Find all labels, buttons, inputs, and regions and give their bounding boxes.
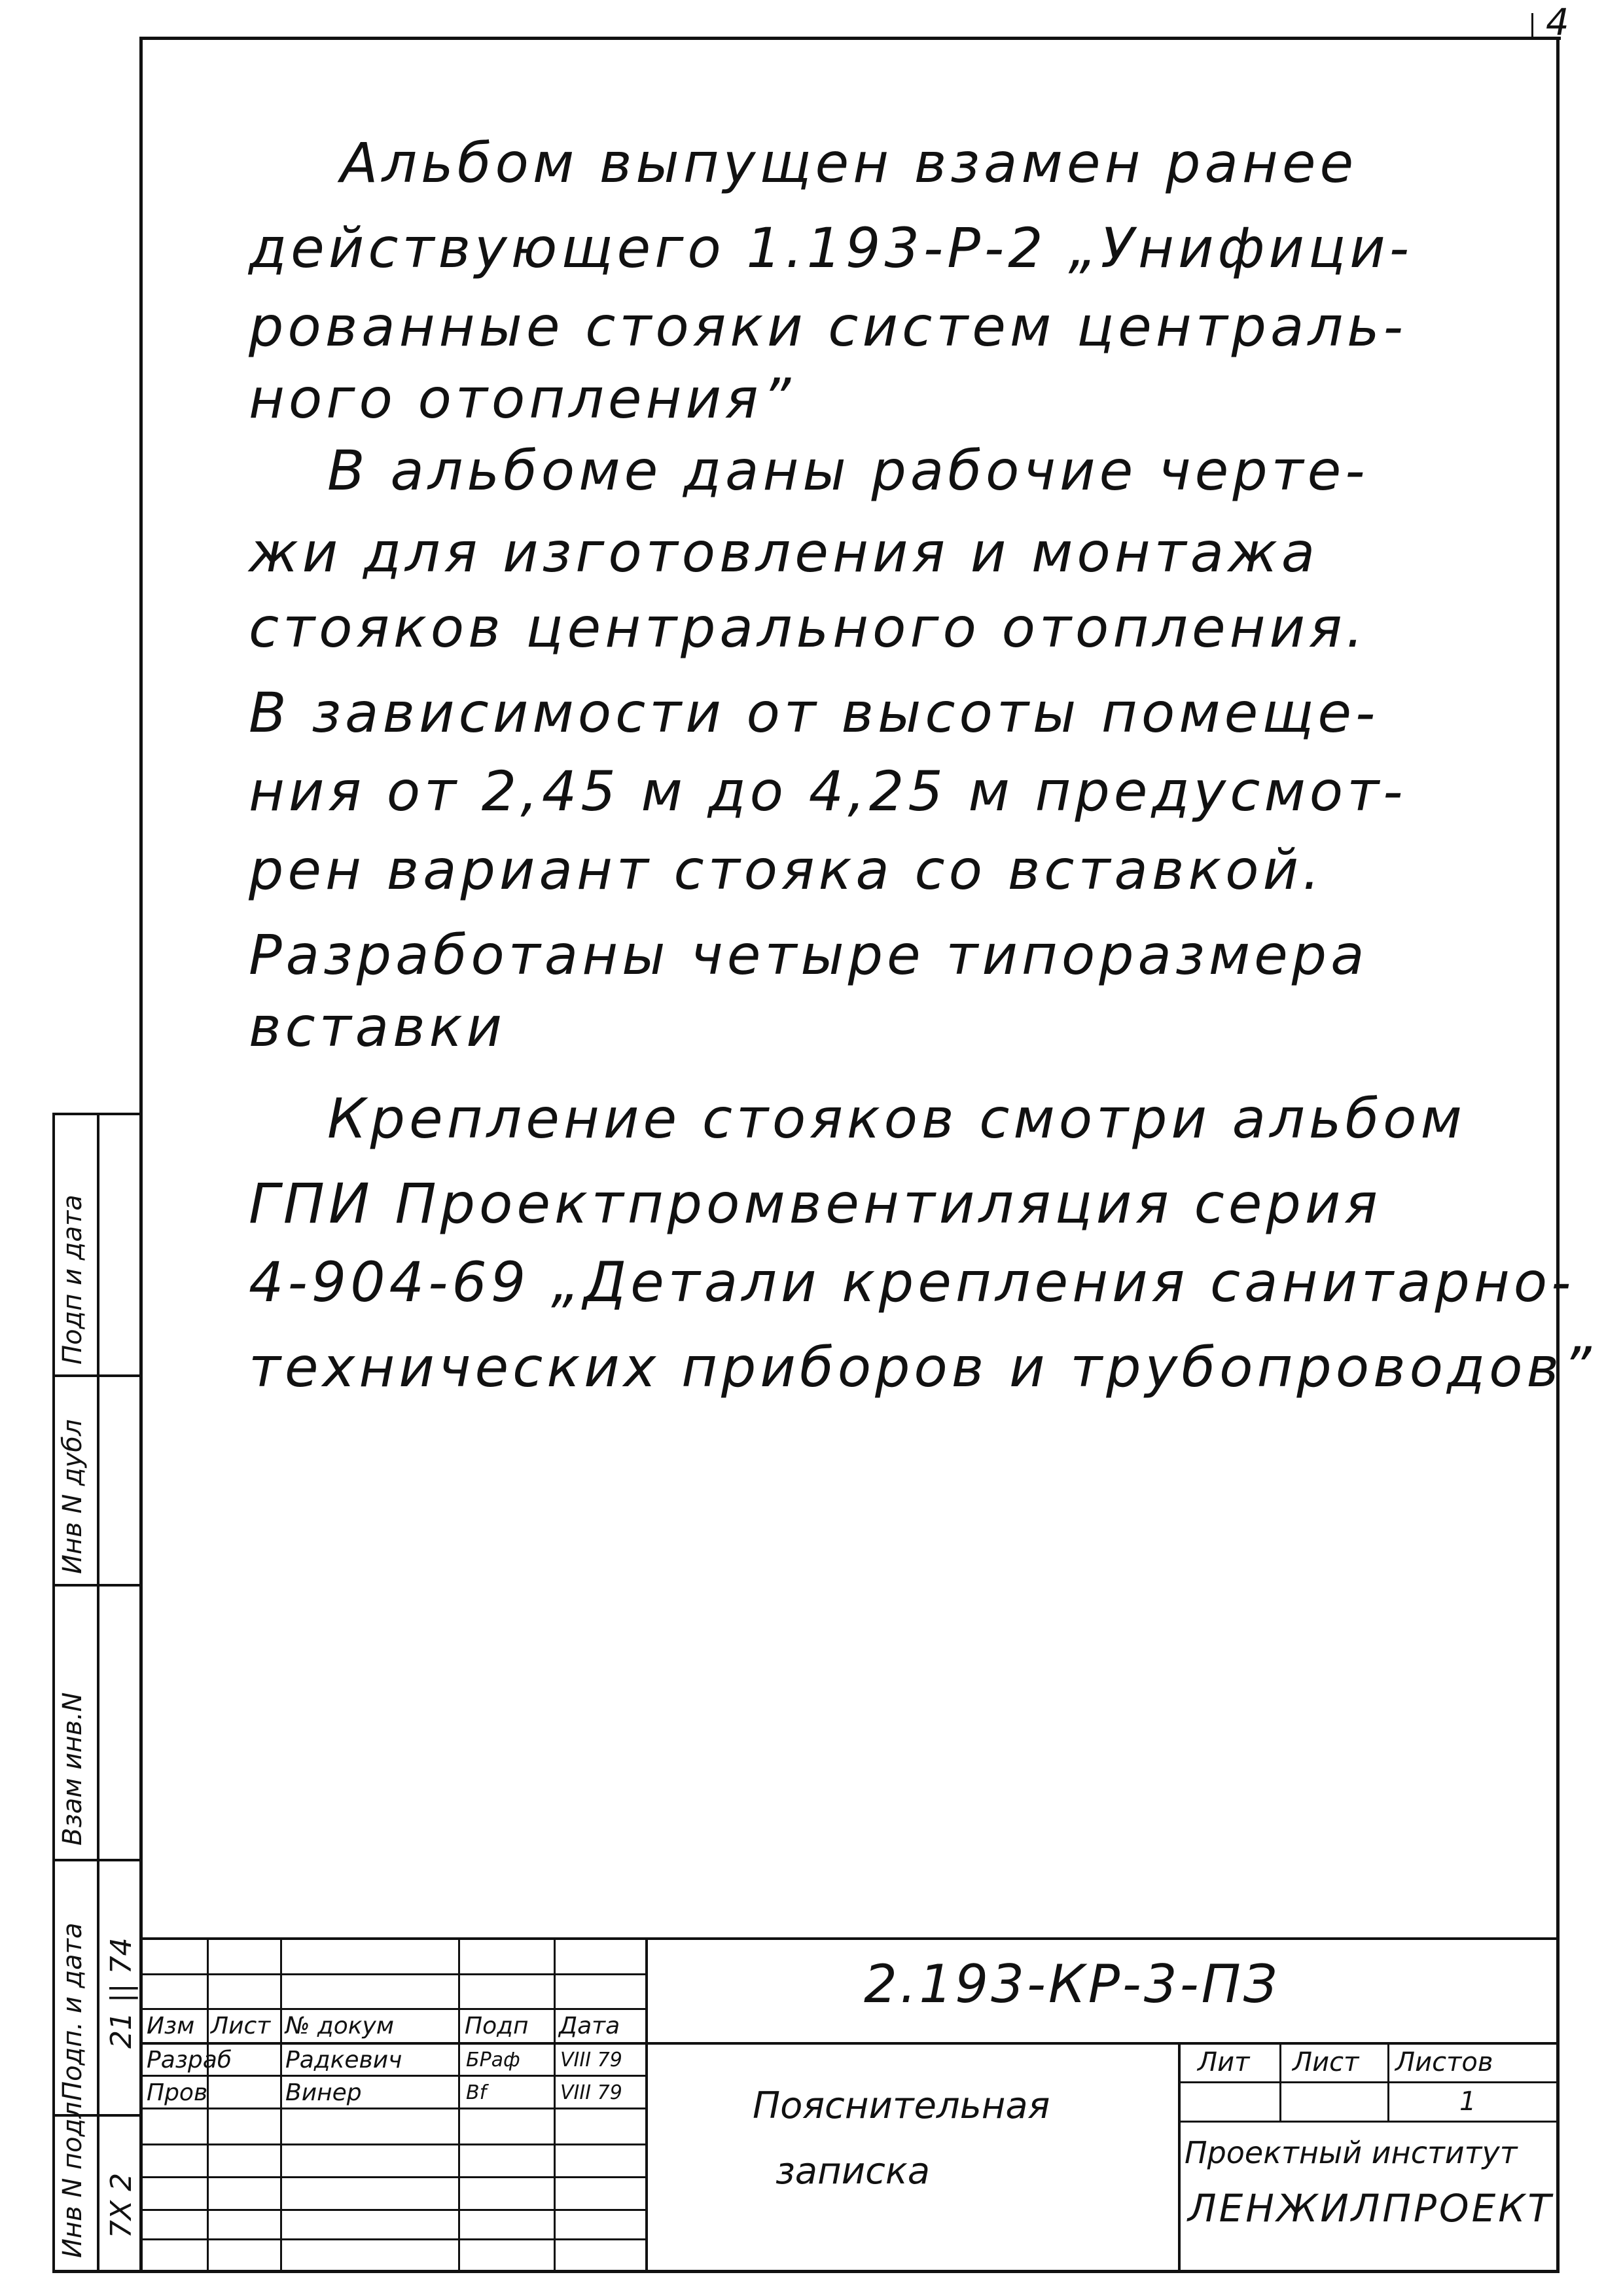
body-line: ния от 2,45 м до 4,25 м предусмот- bbox=[249, 759, 1407, 823]
header-list: Лист bbox=[211, 2013, 271, 2039]
header-podp: Подп bbox=[465, 2013, 529, 2039]
strip-line bbox=[52, 1113, 143, 1115]
page-number: 4 bbox=[1546, 1, 1569, 44]
stamp-line bbox=[1387, 2042, 1389, 2121]
stamp-line bbox=[1178, 2042, 1181, 2271]
row-date: VIII 79 bbox=[560, 2049, 622, 2072]
stamp-line bbox=[143, 1937, 1558, 1940]
strip-date-value: 21 || 74 bbox=[105, 1937, 138, 2049]
row-date: VIII 79 bbox=[560, 2081, 622, 2104]
strip-label-inv-dubl: Инв N дубл bbox=[58, 1419, 88, 1574]
strip-line bbox=[52, 1374, 143, 1377]
strip-line bbox=[52, 1113, 55, 2272]
stamp-line bbox=[554, 1937, 556, 2271]
stamp-line bbox=[645, 1937, 648, 2271]
body-line: Крепление стояков смотри альбом bbox=[327, 1086, 1466, 1151]
stamp-line bbox=[143, 2209, 647, 2211]
row-signature: БРаф bbox=[466, 2049, 520, 2072]
doc-title-line1: Пояснительная bbox=[753, 2085, 1050, 2127]
sheets-label: Листов bbox=[1395, 2047, 1493, 2077]
strip-line bbox=[52, 1859, 143, 1861]
lit-label: Лит bbox=[1198, 2047, 1250, 2077]
body-line: В альбоме даны рабочие черте- bbox=[327, 439, 1369, 503]
stamp-line bbox=[1279, 2042, 1281, 2121]
stamp-line bbox=[143, 2042, 1558, 2045]
stamp-line bbox=[143, 2108, 647, 2109]
frame-top bbox=[141, 37, 1561, 40]
body-line: действующего 1.193-Р-2 „Унифици- bbox=[249, 216, 1414, 280]
stamp-line bbox=[280, 1937, 282, 2271]
sheet-label: Лист bbox=[1293, 2047, 1359, 2077]
body-line: Разработаны четыре типоразмера bbox=[249, 923, 1368, 987]
org-line2: ЛЕНЖИЛПРОЕКТ bbox=[1188, 2186, 1554, 2231]
row-name: Радкевич bbox=[285, 2047, 402, 2073]
stamp-line bbox=[143, 2238, 647, 2240]
row-role: Разраб bbox=[147, 2047, 232, 2073]
document-code: 2.193-КР-3-ПЗ bbox=[864, 1954, 1280, 2015]
org-line1: Проектный институт bbox=[1185, 2135, 1518, 2170]
strip-line bbox=[97, 1113, 99, 2272]
body-line: 4-904-69 „Детали крепления санитарно- bbox=[249, 1250, 1575, 1314]
frame-bottom bbox=[52, 2270, 1560, 2273]
strip-label-vzam-inv: Взам инв.N bbox=[58, 1692, 88, 1846]
strip-inv-value: 7X 2 bbox=[105, 2172, 138, 2238]
page-number-divider bbox=[1531, 13, 1533, 39]
stamp-line bbox=[143, 1973, 647, 1975]
body-line: Альбом выпущен взамен ранее bbox=[340, 131, 1358, 195]
sheets-value: 1 bbox=[1459, 2087, 1476, 2117]
header-doc-number: № докум bbox=[285, 2013, 395, 2039]
body-line: жи для изготовления и монтажа bbox=[249, 520, 1319, 584]
stamp-line bbox=[458, 1937, 460, 2271]
body-line: рованные стояки систем централь- bbox=[249, 295, 1407, 359]
row-signature: Bf bbox=[466, 2081, 487, 2104]
body-line: стояков центрального отопления. bbox=[249, 596, 1368, 660]
frame-left bbox=[139, 37, 143, 2272]
stamp-line bbox=[143, 2075, 647, 2077]
header-date: Дата bbox=[559, 2013, 620, 2039]
strip-label-inv-podl: Инв N подл bbox=[58, 2102, 88, 2258]
stamp-line bbox=[1178, 2121, 1558, 2123]
body-line: ГПИ Проектпромвентиляция серия bbox=[249, 1172, 1382, 1236]
stamp-line bbox=[1178, 2081, 1558, 2083]
doc-title-line2: записка bbox=[776, 2150, 931, 2193]
body-line: ного отопления” bbox=[249, 367, 795, 431]
strip-label-podp-data-2: Подп и дата bbox=[58, 1194, 88, 1365]
body-line: В зависимости от высоты помеще- bbox=[249, 681, 1380, 745]
stamp-line bbox=[143, 2008, 647, 2010]
header-izm: Изм bbox=[147, 2013, 195, 2039]
row-name: Винер bbox=[285, 2079, 362, 2106]
body-line: вставки bbox=[249, 995, 506, 1059]
row-role: Пров bbox=[147, 2079, 208, 2106]
body-line: технических приборов и трубопроводов” bbox=[249, 1335, 1596, 1399]
stamp-line bbox=[143, 2144, 647, 2145]
strip-label-podp-data-1: Подп. и дата bbox=[58, 1922, 88, 2101]
stamp-line bbox=[143, 2176, 647, 2178]
strip-line bbox=[52, 1584, 143, 1587]
body-line: рен вариант стояка со вставкой. bbox=[249, 838, 1324, 902]
